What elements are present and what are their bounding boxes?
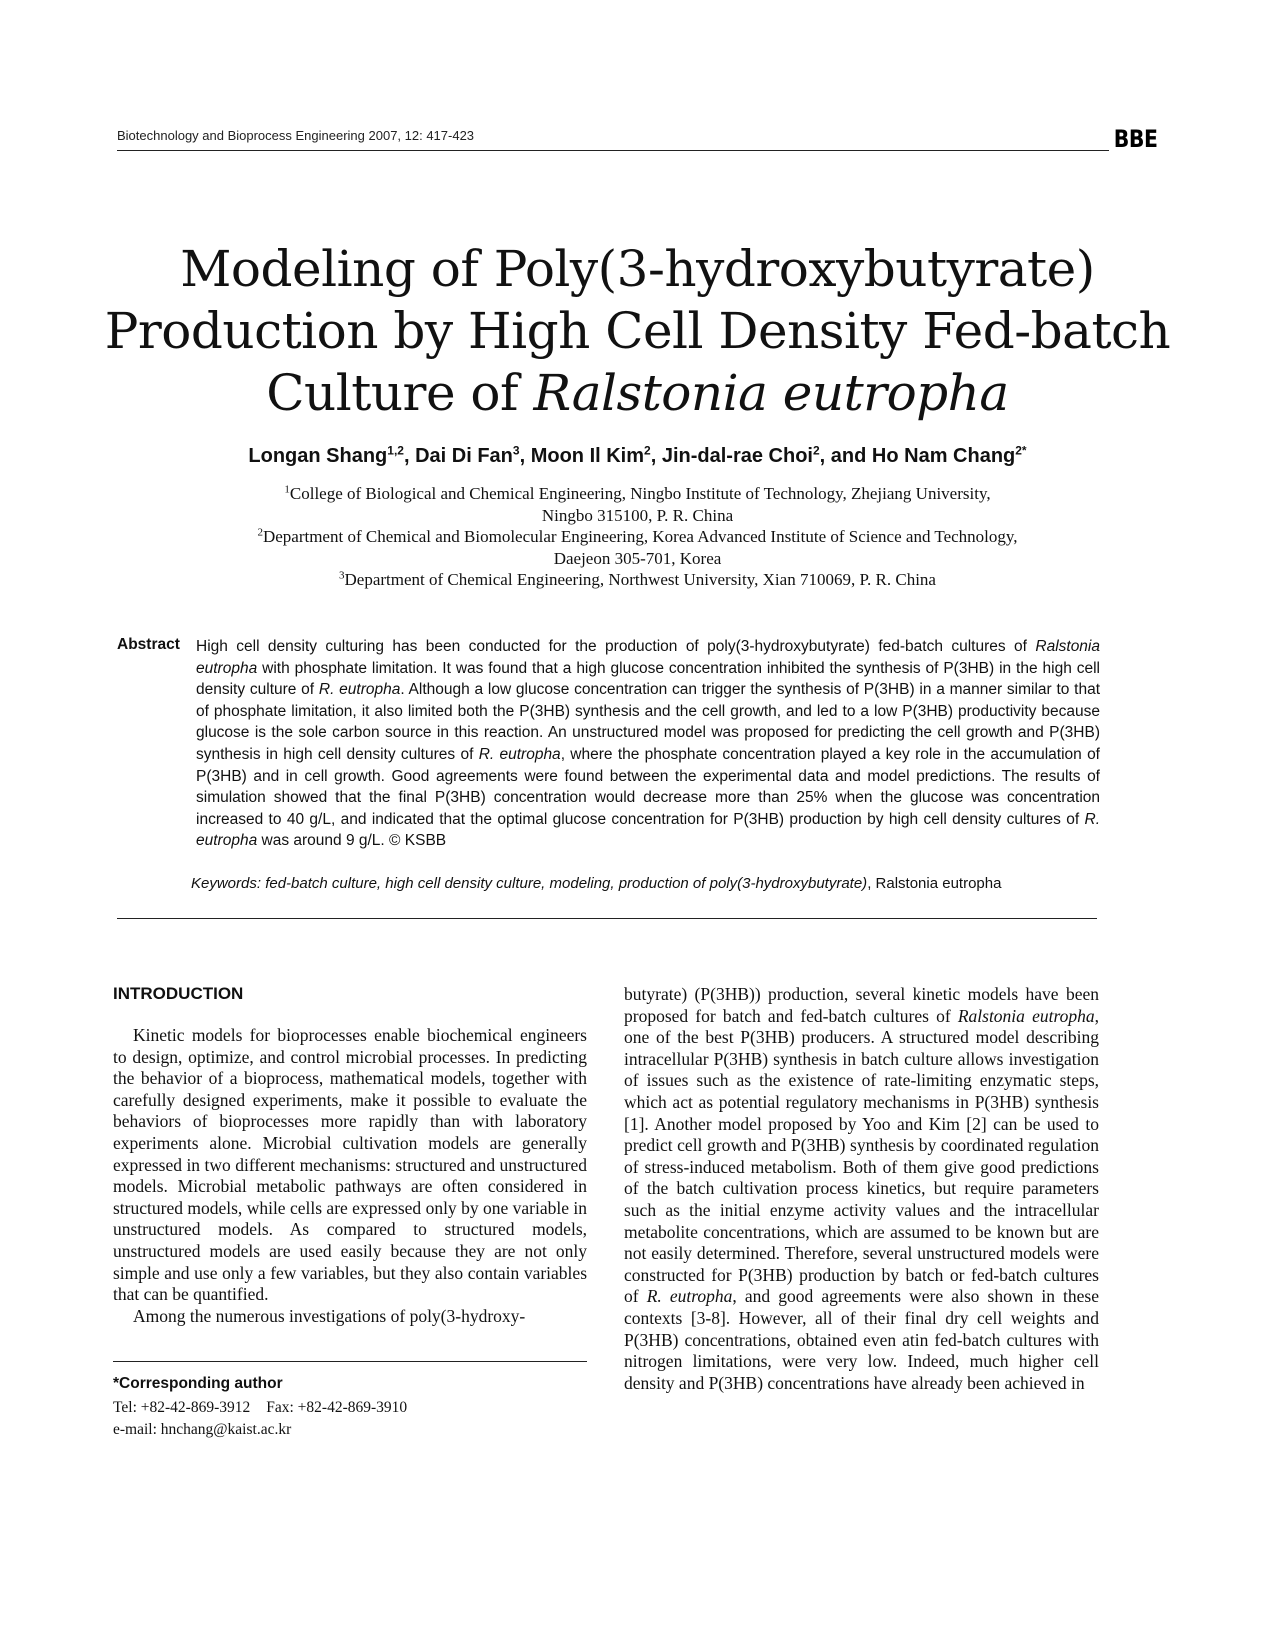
author-affiliation-mark: 3 [512, 443, 520, 458]
affiliation-number: 1 [284, 483, 290, 496]
abstract-label: Abstract [117, 636, 180, 653]
affiliation-text: Department of Chemical Engineering, Northwest University, Xian 710069, P. R. China [344, 570, 936, 589]
abstract-text-segment: High cell density culturing has been conducted for the production of poly(3-hydroxybutyrate) fed-batch cultures of [196, 638, 1036, 655]
title-line-3 [100, 362, 1175, 424]
body-text-segment: butyrate) (P(3HB)) production, several kinetic models have been proposed for batch and fed-batch cultures of [624, 984, 1099, 1026]
body-paragraph: Among the numerous investigations of poly(3-hydroxy- [133, 1305, 526, 1326]
phone-number: Tel: +82-42-869-3912 [113, 1399, 251, 1416]
journal-citation: Biotechnology and Bioprocess Engineering 2007, 12: 417-423 [117, 128, 475, 143]
abstract-organism: R. eutropha [196, 810, 1100, 850]
author-name: Longan Shang [248, 445, 388, 467]
author-affiliation-mark: 1,2 [387, 443, 404, 458]
fax-number: Fax: +82-42-869-3910 [266, 1399, 408, 1416]
paper-title [100, 238, 1175, 424]
title-line-1: Modeling of Poly(3-hydroxybutyrate) [180, 240, 1095, 298]
affiliation-item [100, 526, 1175, 548]
body-paragraph: Kinetic models for bioprocesses enable biochemical engineers to design, optimize, and control microbial processes. In predicting the behavior of a bioprocess, mathematical models, together with carefully designed experiments, make it possible to evaluate the behaviors of bioprocesses more rapidly than with laboratory experiments alone. Microbial cultivation models are generally expressed in two different mechanisms: structured and unstructured models. Microbial metabolic pathways are often considered in structured models, while cells are expressed only by one variable in unstructured models. As compared to structured models, unstructured models are used easily because they are not only simple and use only a few variables, but they also contain variables that can be quantified. [113, 1025, 587, 1305]
keywords-list: Keywords: fed-batch culture, high cell density culture, modeling, production of poly(3-hydroxybutyrate) [191, 875, 868, 892]
affiliation-continuation: Ningbo 315100, P. R. China [541, 505, 734, 525]
abstract-divider [117, 918, 1097, 919]
abstract-text-segment: was around 9 g/L. © KSBB [257, 832, 447, 850]
author-separator: , [403, 445, 416, 467]
abstract-text-segment: , where the phosphate concentration played a key role in the accumulation of P(3HB) and in cell growth. Good agreements were found between the experimental data and model predictions. The results of simulation showed that the final P(3HB) concentration would decrease more than 25% when the glucose was concentration increased to 40 g/L, and indicated that the optimal glucose concentration for P(3HB) production by high cell density cultures of [196, 745, 1100, 828]
corresponding-author-label: *Corresponding author [113, 1375, 283, 1392]
affiliation-number: 3 [339, 569, 345, 582]
affiliation-item [100, 569, 1175, 591]
body-paragraph [624, 984, 1099, 1394]
author-name: Moon Il Kim [530, 445, 645, 467]
abstract-text-segment: . Although a low glucose concentration can trigger the synthesis of P(3HB) in a manner similar to that of phosphate limitation, it also limited both the P(3HB) synthesis and the cell growth, and led to a low P(3HB) productivity because glucose is the sole carbon source in this reaction. An unstructured model was proposed for predicting the cell growth and P(3HB) synthesis in high cell density cultures of [196, 681, 1101, 763]
abstract-organism: Ralstonia eutropha [196, 638, 1100, 677]
author-name: Jin-dal-rae Choi [661, 445, 813, 467]
body-column-left [113, 1025, 587, 1327]
abstract-organism: R. eutropha [478, 745, 561, 763]
affiliation-item [100, 483, 1175, 505]
author-affiliation-mark: 2* [1015, 443, 1027, 458]
affiliation-number: 2 [257, 526, 263, 539]
email-address: e-mail: hnchang@kaist.ac.kr [113, 1421, 292, 1438]
title-line-3-plain: Culture of [266, 364, 534, 422]
keywords [191, 875, 1111, 892]
title-line-2: Production by High Cell Density Fed-batch [104, 302, 1171, 360]
author-name: Ho Nam Chang [871, 445, 1016, 467]
author-separator: , [519, 445, 531, 467]
section-heading-introduction: INTRODUCTION [113, 984, 244, 1003]
abstract-text-segment: with phosphate limitation. It was found that a high glucose concentration inhibited the synthesis of P(3HB) in the high cell density culture of [196, 659, 1100, 699]
corresponding-author-contact [113, 1397, 407, 1441]
affiliation-text: Department of Chemical and Biomolecular Engineering, Korea Advanced Institute of Science and Technology, [262, 527, 1018, 546]
affiliation-text: College of Biological and Chemical Engineering, Ningbo Institute of Technology, Zhejiang University, [289, 484, 991, 503]
author-name: Dai Di Fan [415, 445, 513, 467]
affiliation-continuation: Daejeon 305-701, Korea [553, 548, 722, 568]
phone-fax-line [113, 1397, 407, 1419]
author-list [100, 445, 1175, 468]
author-affiliation-mark: 2 [812, 443, 820, 458]
author-affiliation-mark: 2 [644, 443, 651, 458]
title-organism: Ralstonia eutropha [533, 364, 1009, 422]
author-separator: , and [819, 445, 872, 467]
body-text-segment: , and good agreements were also shown in these contexts [3-8]. However, all of their final dry cell weights and P(3HB) concentrations, obtained even atin fed-batch cultures with nitrogen limitations, were very low. Indeed, much higher cell density and P(3HB) concentrations have already been achieved in [624, 1286, 1100, 1393]
abstract-organism: R. eutropha [318, 681, 401, 699]
keywords-organism: , Ralstonia eutropha [867, 875, 1002, 892]
body-organism: R. eutropha [646, 1286, 733, 1307]
body-column-right [624, 984, 1099, 1394]
abstract-body [196, 636, 1100, 852]
footnote-divider [113, 1361, 587, 1362]
body-text-segment: , one of the best P(3HB) producers. A structured model describing intracellular P(3HB) synthesis in batch culture allows investigation of issues such as the existence of rate-limiting enzymatic steps, which act as potential regulatory mechanisms in P(3HB) synthesis [1]. Another model proposed by Yoo and Kim [2] can be used to predict cell growth and P(3HB) synthesis by coordinated regulation of stress-induced metabolism. Both of them give good predictions of the batch cultivation process kinetics, but require parameters such as the initial enzyme activity values and the intracellular metabolite concentrations, which are assumed to be known but are not easily determined. Therefore, several unstructured models were constructed for P(3HB) production by batch or fed-batch cultures of [624, 1005, 1099, 1307]
journal-logo: BBE [1113, 125, 1157, 153]
author-separator: , [650, 445, 662, 467]
body-organism: Ralstonia eutropha [957, 1005, 1095, 1026]
affiliation-list [100, 483, 1175, 591]
header-divider [117, 150, 1109, 151]
